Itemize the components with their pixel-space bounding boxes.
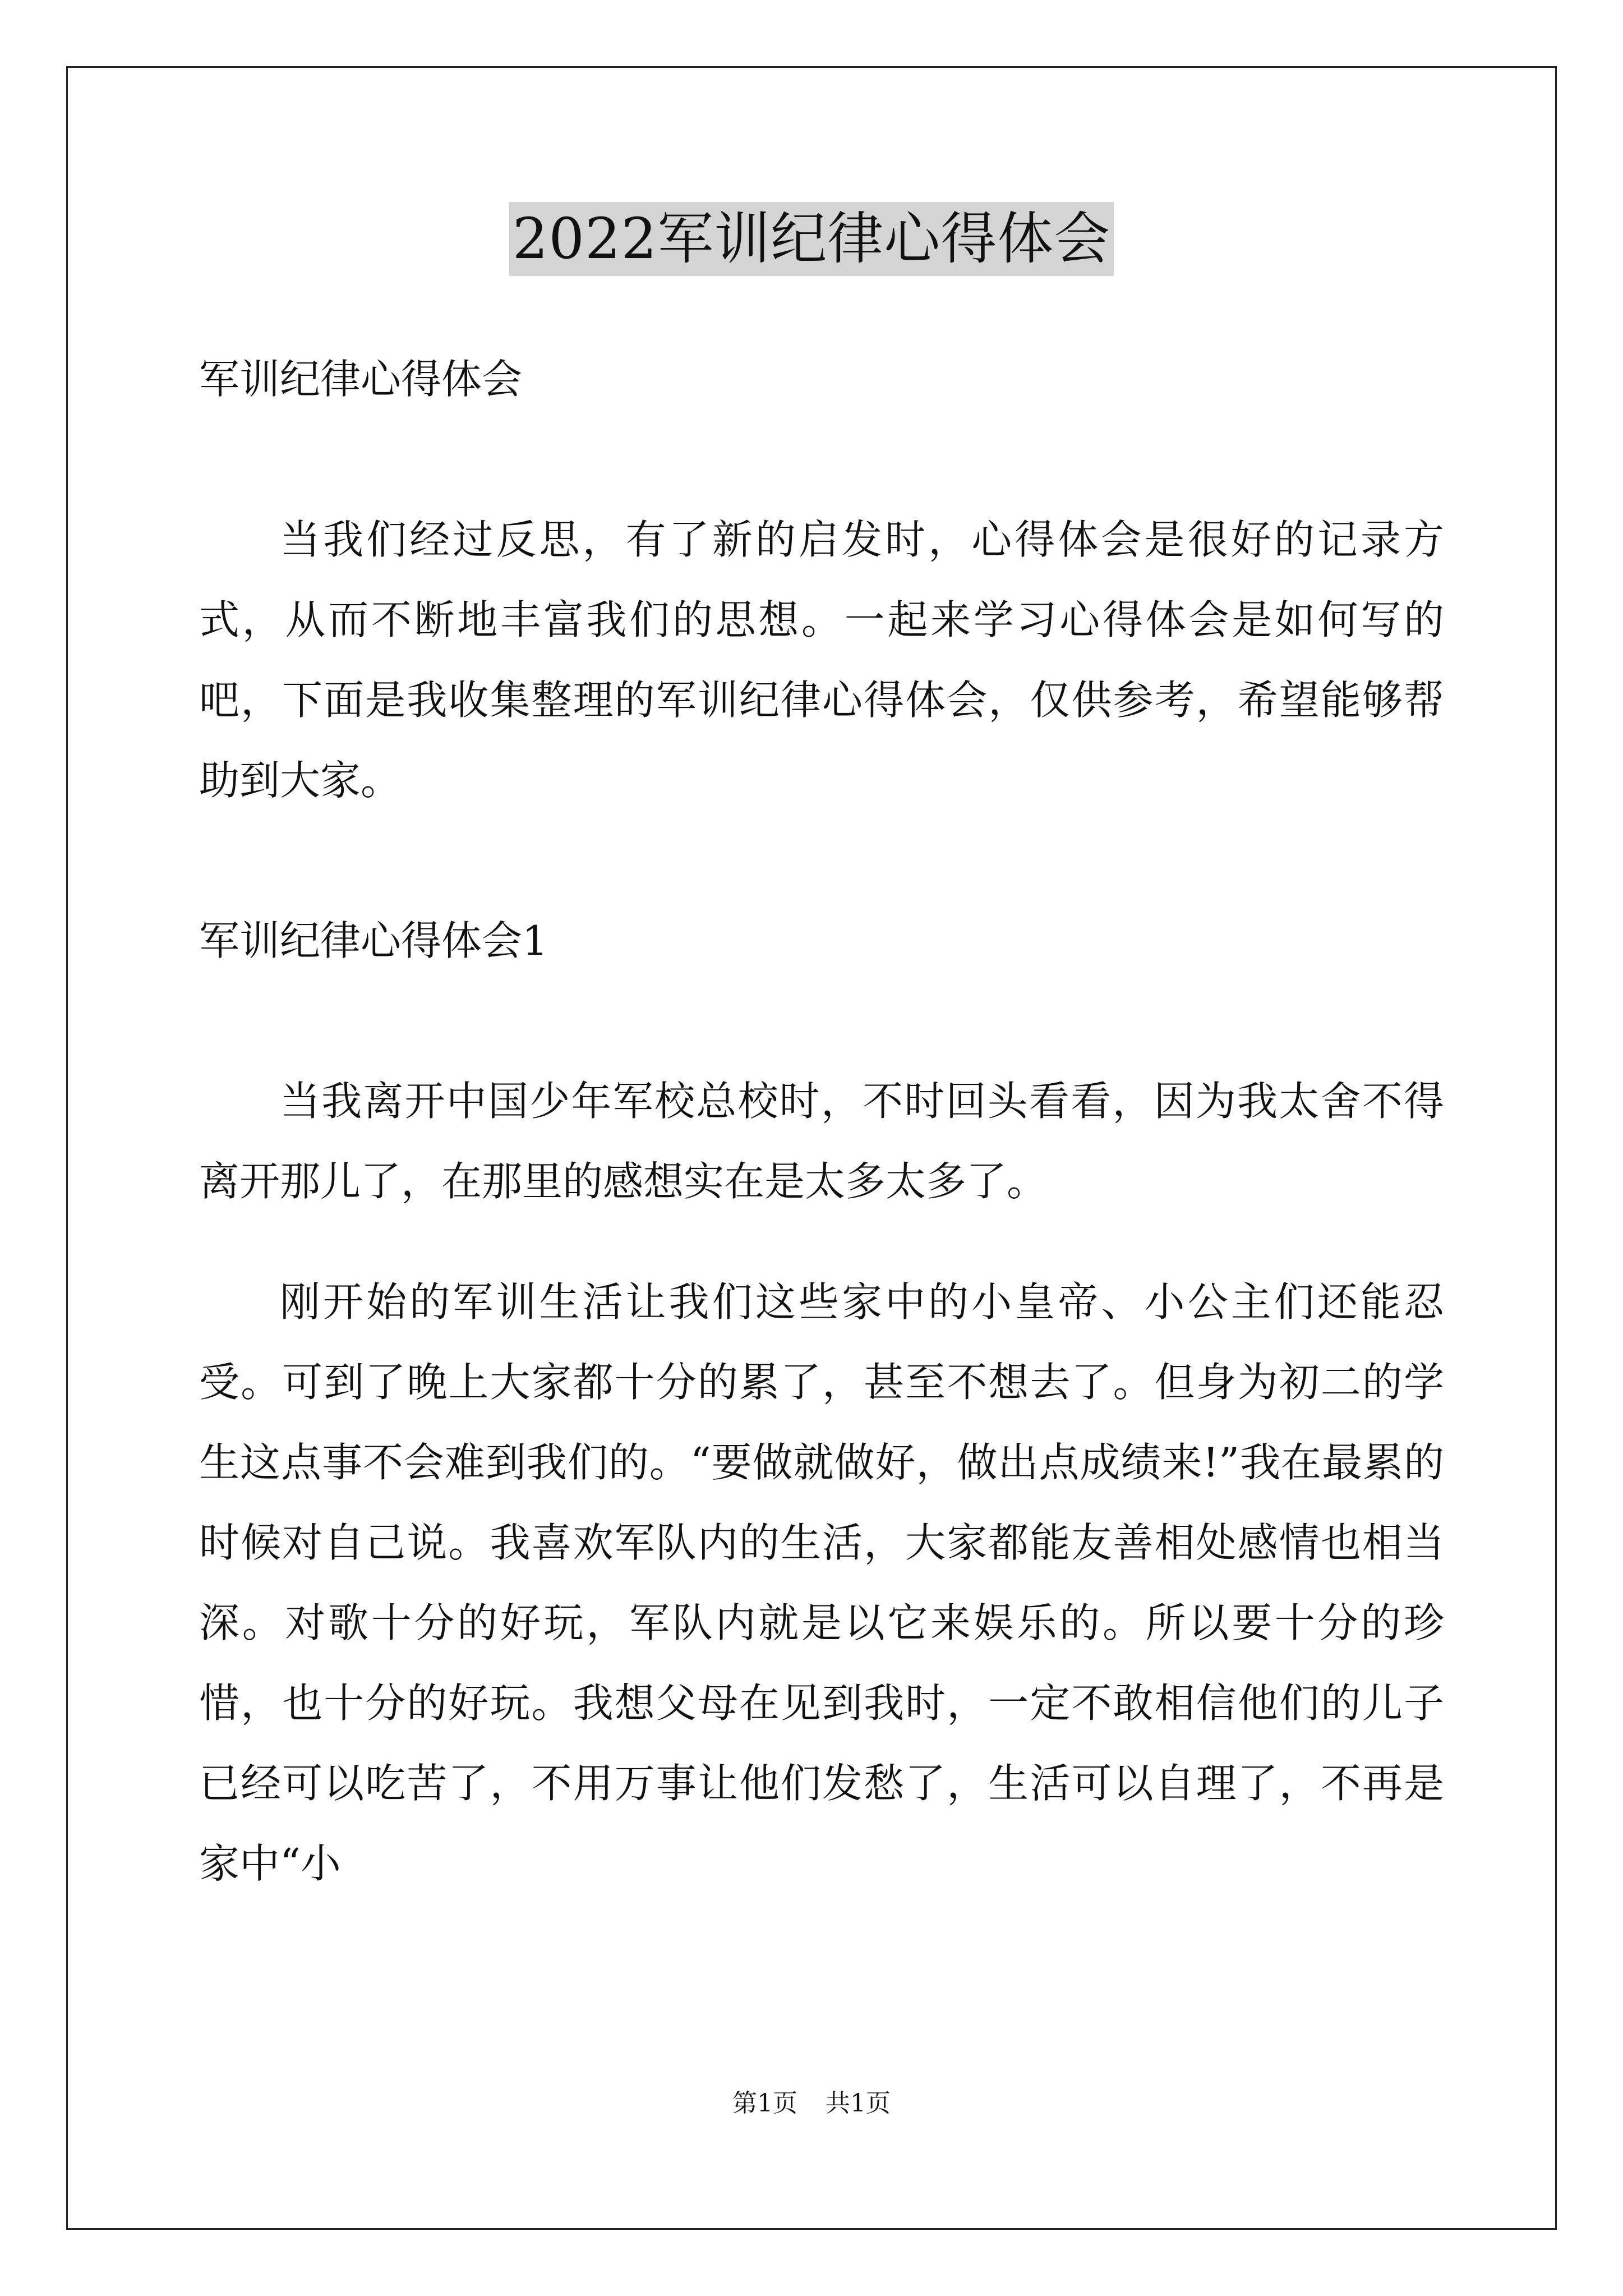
spacer	[199, 821, 1444, 901]
page-footer	[0, 2087, 1623, 2120]
spacer	[199, 1222, 1444, 1262]
paragraph: 当我们经过反思，有了新的启发时，心得体会是很好的记录方式，从而不断地丰富我们的思想。一起来学习心得体会是如何写的吧，下面是我收集整理的军训纪律心得体会，仅供参考，希望能够帮助到大家。	[199, 516, 1444, 804]
spacer	[199, 420, 1444, 500]
paragraph: 刚开始的军训生活让我们这些家中的小皇帝、小公主们还能忍受。可到了晚上大家都十分的累了，甚至不想去了。但身为初二的学生这点事不会难到我们的。“要做就做好，做出点成绩来!”我在最累的时候对自己说。我喜欢军队内的生活，大家都能友善相处感情也相当深。对歌十分的好玩，军队内就是以它来娱乐的。所以要十分的珍惜，也十分的好玩。我想父母在见到我时，一定不敢相信他们的儿子已经可以吃苦了，不用万事让他们发愁了，生活可以自理了，不再是家中“小	[199, 1278, 1444, 1887]
page-number: 第1页	[732, 2089, 797, 2118]
title-container	[0, 202, 1623, 276]
document-body	[199, 339, 1444, 1904]
spacer	[199, 981, 1444, 1061]
page-total: 共1页	[826, 2089, 891, 2118]
section-heading: 军训纪律心得体会1	[199, 917, 548, 964]
section-heading: 军训纪律心得体会	[199, 356, 523, 403]
document-title: 2022军训纪律心得体会	[509, 202, 1114, 276]
paragraph: 当我离开中国少年军校总校时，不时回头看看，因为我太舍不得离开那儿了，在那里的感想实在是太多太多了。	[199, 1078, 1444, 1205]
